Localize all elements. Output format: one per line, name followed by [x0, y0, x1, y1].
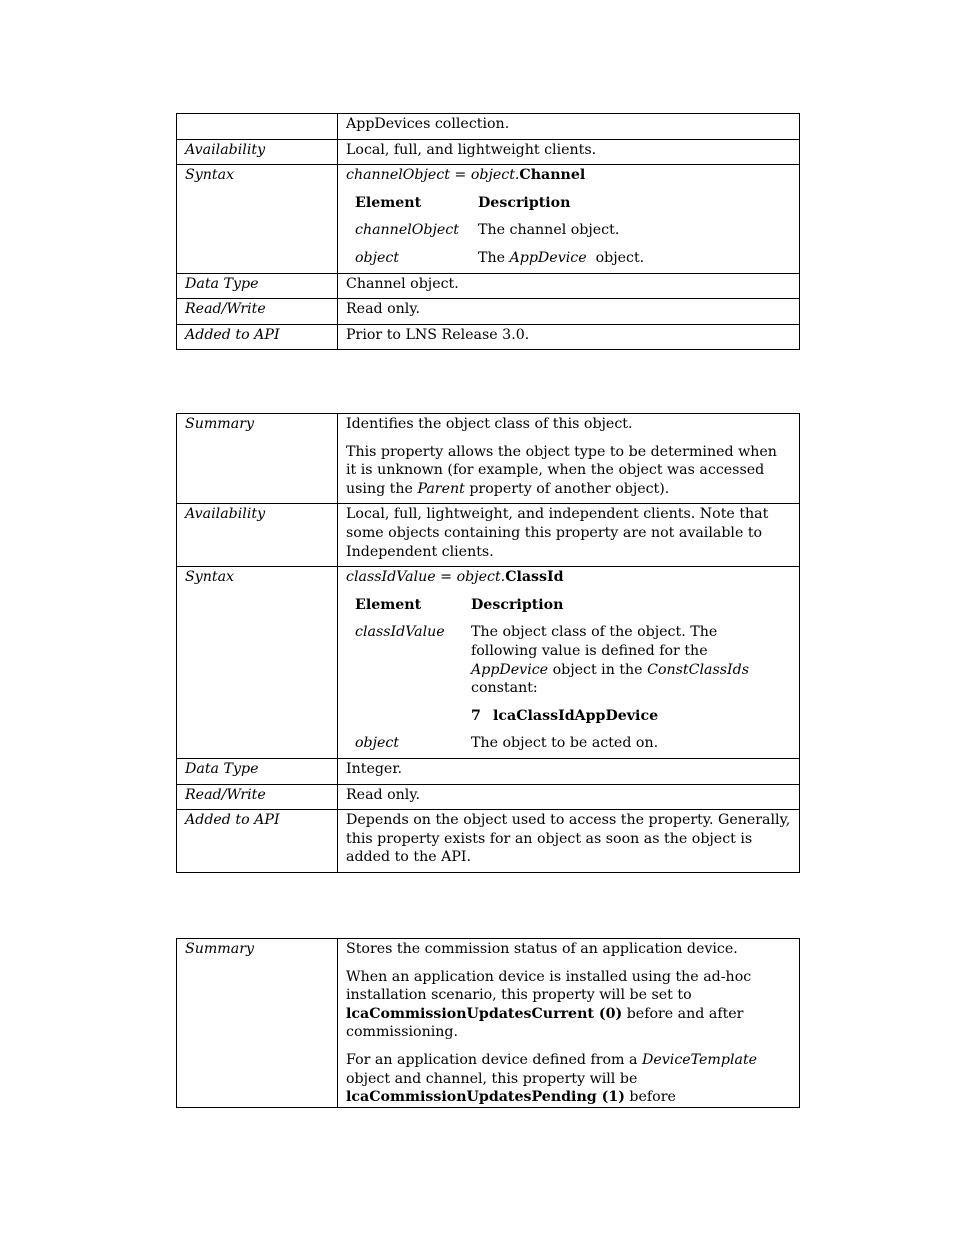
data-type-label: Data Type — [177, 273, 338, 299]
summary-text: before — [624, 1089, 676, 1106]
channel-property-table — [176, 113, 800, 350]
syntax-label: Syntax — [177, 165, 338, 273]
element-table — [346, 596, 771, 753]
element-name: channelObject — [355, 222, 459, 239]
element-header: Element — [355, 194, 422, 211]
element-name: object — [355, 735, 400, 752]
table-row — [177, 784, 800, 810]
table-row — [177, 273, 800, 299]
element-name: object — [355, 249, 400, 266]
element-name: classIdValue — [355, 624, 445, 641]
table-row — [177, 165, 800, 273]
syntax-equals: = — [435, 569, 457, 586]
element-header-row — [346, 596, 771, 624]
desc-italic: AppDevice — [471, 661, 549, 678]
syntax-line — [346, 568, 791, 587]
table-row — [177, 114, 800, 140]
added-label: Added to API — [177, 324, 338, 350]
table-row — [177, 939, 800, 1108]
desc-text: The object class of the object. The following value is defined for the — [471, 624, 718, 659]
summary-paragraph: Stores the commission status of an application device. — [346, 941, 738, 957]
element-description-text — [471, 623, 771, 697]
data-type-label: Data Type — [177, 758, 338, 784]
description-header: Description — [471, 596, 564, 613]
table-row — [177, 504, 800, 567]
element-row — [346, 734, 771, 753]
read-write-label: Read/Write — [177, 299, 338, 325]
syntax-property: Channel — [519, 167, 586, 184]
read-write-label: Read/Write — [177, 784, 338, 810]
summary-cell — [338, 939, 800, 1108]
read-write-value: Read only. — [338, 299, 800, 325]
summary-italic: Parent — [417, 480, 465, 497]
element-header: Element — [355, 596, 422, 613]
syntax-equals: = — [449, 167, 471, 184]
empty-label-cell — [177, 114, 338, 140]
availability-value: Local, full, lightweight, and independent clients. Note that some objects containing this property are not available to Independent clients. — [338, 504, 800, 567]
summary-italic: DeviceTemplate — [642, 1051, 758, 1068]
syntax-variable: channelObject — [346, 167, 450, 184]
syntax-cell — [338, 567, 800, 759]
availability-value: Local, full, and lightweight clients. — [338, 139, 800, 165]
desc-text: constant: — [471, 680, 538, 697]
syntax-dot: . — [514, 167, 520, 184]
syntax-cell — [338, 165, 800, 273]
desc-text: object. — [586, 249, 645, 266]
element-header-row — [346, 194, 778, 222]
constant-name: lcaClassIdAppDevice — [493, 707, 659, 724]
summary-label: Summary — [177, 939, 338, 1108]
summary-paragraph — [346, 443, 791, 499]
syntax-dot: . — [500, 569, 506, 586]
table-row — [177, 567, 800, 759]
summary-paragraph: Identifies the object class of this object. — [346, 416, 633, 432]
data-type-value: Channel object. — [338, 273, 800, 299]
syntax-label: Syntax — [177, 567, 338, 759]
syntax-variable: classIdValue — [346, 569, 436, 586]
constant-line — [471, 707, 771, 726]
table-row — [177, 139, 800, 165]
added-value: Prior to LNS Release 3.0. — [338, 324, 800, 350]
element-table — [346, 194, 778, 268]
desc-text: object in the — [548, 661, 648, 678]
syntax-object: object — [470, 167, 515, 184]
element-row — [346, 249, 778, 268]
commission-status-table — [176, 938, 800, 1108]
element-description — [471, 623, 771, 734]
availability-label: Availability — [177, 504, 338, 567]
desc-text: The — [478, 249, 510, 266]
summary-text: object and channel, this property will be — [346, 1070, 638, 1087]
summary-paragraph — [346, 968, 791, 1042]
collection-cell: AppDevices collection. — [338, 114, 800, 140]
summary-text: property of another object). — [464, 480, 670, 497]
table-row — [177, 299, 800, 325]
table-row — [177, 324, 800, 350]
element-description — [478, 249, 778, 268]
summary-bold: lcaCommissionUpdatesCurrent (0) — [346, 1005, 623, 1022]
syntax-line — [346, 166, 791, 185]
table-row — [177, 758, 800, 784]
availability-label: Availability — [177, 139, 338, 165]
data-type-value: Integer. — [338, 758, 800, 784]
element-description: The object to be acted on. — [471, 735, 659, 752]
summary-paragraph — [346, 1051, 791, 1107]
summary-text: For an application device defined from a — [346, 1051, 642, 1068]
added-value: Depends on the object used to access the property. Generally, this property exists for an object as soon as the object is added to the API. — [338, 810, 800, 873]
description-header: Description — [478, 194, 571, 211]
constant-value: 7 — [471, 707, 481, 724]
element-row — [346, 221, 778, 249]
syntax-object: object — [456, 569, 501, 586]
summary-text: This property allows the object type to be determined when it is unknown (for example, when the object was accessed using the — [346, 443, 777, 497]
classid-property-table — [176, 413, 800, 873]
summary-text: before and after commissioning. — [346, 1005, 744, 1041]
syntax-property: ClassId — [505, 569, 564, 586]
summary-cell — [338, 414, 800, 504]
summary-bold: lcaCommissionUpdatesPending (1) — [346, 1089, 625, 1106]
summary-text: When an application device is installed using the ad-hoc installation scenario, this property will be set to — [346, 968, 752, 1004]
desc-italic: AppDevice — [509, 249, 587, 266]
summary-label: Summary — [177, 414, 338, 504]
table-row — [177, 810, 800, 873]
added-label: Added to API — [177, 810, 338, 873]
desc-italic: ConstClassIds — [647, 661, 749, 678]
element-row — [346, 623, 771, 734]
table-row — [177, 414, 800, 504]
read-write-value: Read only. — [338, 784, 800, 810]
element-description: The channel object. — [478, 222, 620, 239]
